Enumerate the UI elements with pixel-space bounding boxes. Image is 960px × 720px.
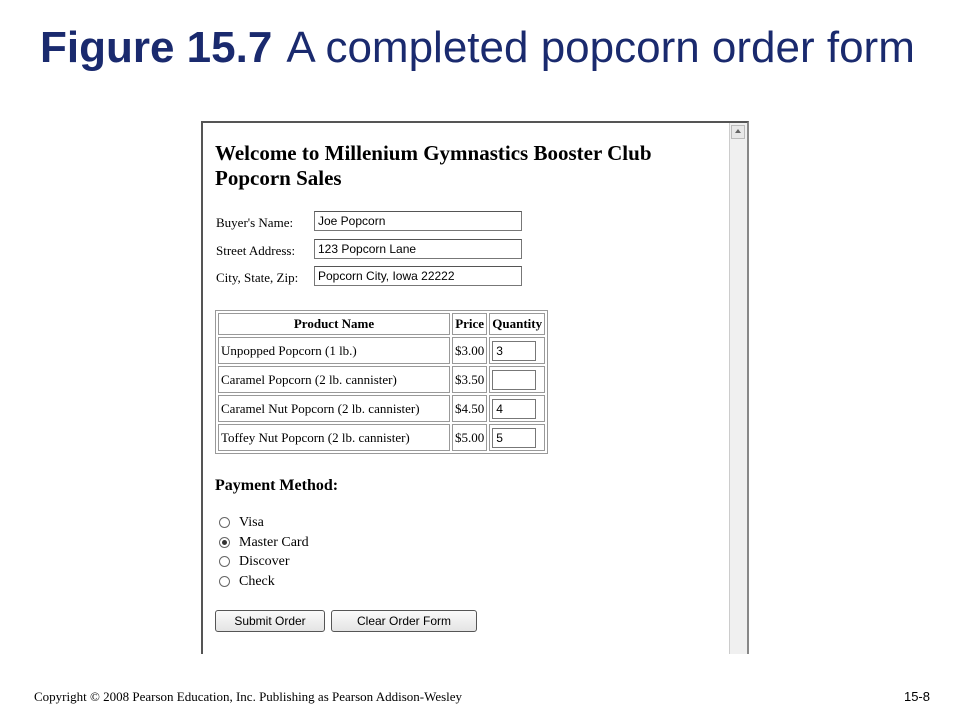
payment-option-label: Discover [239,554,290,569]
buyer-name-label: Buyer's Name: [216,215,294,230]
figure-caption: A completed popcorn order form [286,23,915,72]
price-cell: $5.00 [452,424,487,451]
submit-order-button[interactable]: Submit Order [215,610,325,632]
city-state-zip-label: City, State, Zip: [216,270,299,285]
header-quantity: Quantity [489,313,545,335]
quantity-input[interactable] [492,370,536,390]
radio-button[interactable] [219,576,230,587]
table-row [218,395,545,422]
street-address-label: Street Address: [216,243,296,258]
payment-method-heading: Payment Method: [215,477,339,494]
payment-option-label: Visa [239,515,264,530]
street-address-input[interactable]: 123 Popcorn Lane [314,239,522,259]
quantity-input[interactable]: 3 [492,341,536,361]
page-number: 15-8 [903,689,930,704]
radio-button[interactable] [219,556,230,567]
quantity-cell [489,424,545,451]
form-heading [215,141,715,191]
scroll-up-arrow-icon[interactable] [731,125,745,139]
product-name-cell: Unpopped Popcorn (1 lb.) [218,337,450,364]
form-heading-line1: Welcome to Millenium Gymnastics Booster Club [215,141,652,165]
table-row [218,424,545,451]
payment-option-label: Master Card [239,535,309,550]
city-state-zip-input[interactable]: Popcorn City, Iowa 22222 [314,266,522,286]
payment-option-label: Check [239,574,275,589]
header-price: Price [452,313,487,335]
table-row [218,366,545,393]
table-row [218,337,545,364]
copyright-notice: Copyright © 2008 Pearson Education, Inc. Publishing as Pearson Addison-Wesley [34,689,463,704]
price-cell: $4.50 [452,395,487,422]
price-cell: $3.50 [452,366,487,393]
browser-window [201,121,749,654]
price-cell: $3.00 [452,337,487,364]
header-product-name: Product Name [218,313,450,335]
figure-number: Figure 15.7 [40,23,273,72]
quantity-cell [489,337,545,364]
vertical-scrollbar[interactable] [729,123,747,654]
clear-order-form-button[interactable]: Clear Order Form [331,610,477,632]
radio-button[interactable] [219,517,230,528]
slide-title [40,22,940,74]
product-name-cell: Toffey Nut Popcorn (2 lb. cannister) [218,424,450,451]
product-table [215,310,548,454]
form-heading-line2: Popcorn Sales [215,166,342,190]
buyer-name-input[interactable]: Joe Popcorn [314,211,522,231]
table-header-row [218,313,545,335]
quantity-input[interactable]: 5 [492,428,536,448]
product-name-cell: Caramel Nut Popcorn (2 lb. cannister) [218,395,450,422]
product-name-cell: Caramel Popcorn (2 lb. cannister) [218,366,450,393]
quantity-cell [489,366,545,393]
quantity-cell [489,395,545,422]
radio-button-selected[interactable] [219,537,230,548]
quantity-input[interactable]: 4 [492,399,536,419]
